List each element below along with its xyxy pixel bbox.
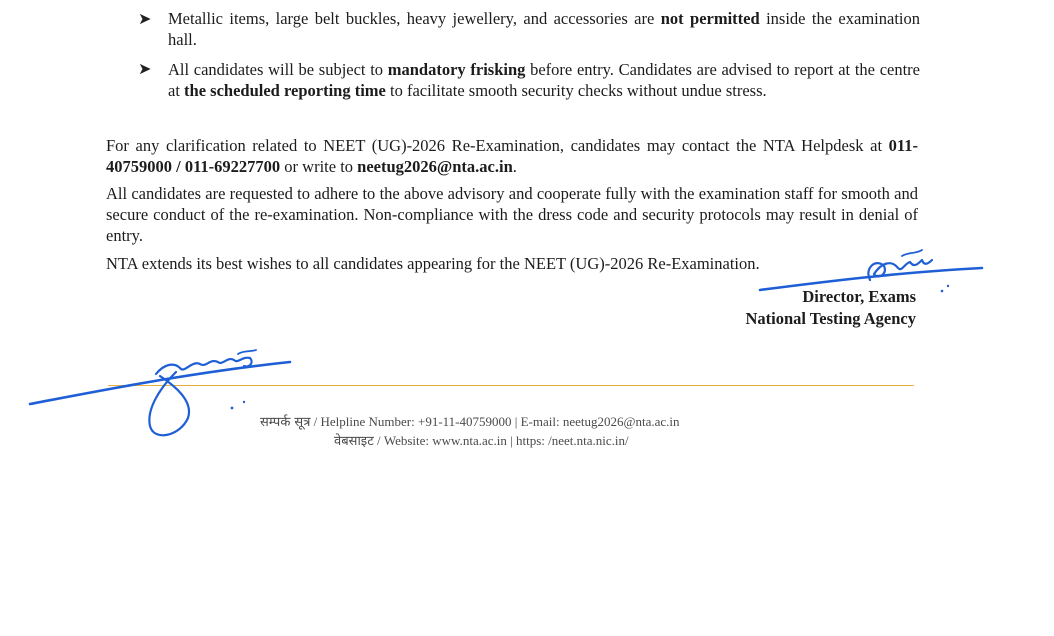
contact-text: or write to <box>280 157 358 176</box>
contact-text: . <box>512 157 517 176</box>
bullet-text: before entry. Candidates are advised to report at the centre at <box>168 60 920 100</box>
signatory-title: Director, Exams <box>802 287 916 306</box>
helpdesk-email: neetug2026@nta.ac.in <box>357 157 513 176</box>
signatory-block <box>745 286 916 330</box>
contact-paragraph <box>106 135 918 177</box>
footer-helpline-hindi: सम्पर्क सूत्र <box>260 415 311 430</box>
bullet-text: Metallic items, large belt buckles, heavy jewellery, and accessories are <box>168 9 661 28</box>
footer-website <box>334 431 894 452</box>
footer-helpline <box>260 412 820 433</box>
bullet-arrow-icon: ➤ <box>138 59 152 78</box>
bullet-metallic-items <box>168 8 920 50</box>
bullet-emphasis: the scheduled reporting time <box>184 81 386 100</box>
helpdesk-phone-numbers: 011-40759000 / 011-69227700 <box>106 136 918 176</box>
bullet-text: to facilitate smooth security checks without undue stress. <box>385 81 767 100</box>
advisory-paragraph: All candidates are requested to adhere to the above advisory and cooperate fully with the examination staff for smooth and secure conduct of the re-examination. Non-compliance with the dress code and security protocols may result in denial of entry. <box>106 184 918 245</box>
footer-website-english: / Website: www.nta.ac.in | https: /neet.nta.nic.in/ <box>373 433 629 448</box>
bullet-text: All candidates will be subject to <box>168 60 388 79</box>
footer-website-hindi: वेबसाइट <box>334 434 374 449</box>
bullet-arrow-icon: ➤ <box>138 9 152 28</box>
signatory-organization: National Testing Agency <box>745 309 916 328</box>
bullet-text: inside the examination hall. <box>168 9 920 49</box>
footer-helpline-english: / Helpline Number: +91-11-40759000 | E-mail: neetug2026@nta.ac.in <box>310 414 680 429</box>
bullet-frisking <box>168 59 920 101</box>
bullet-emphasis: not permitted <box>660 9 760 28</box>
wishes-paragraph: NTA extends its best wishes to all candidates appearing for the NEET (UG)-2026 Re-Examination. <box>106 254 760 273</box>
contact-text: For any clarification related to NEET (UG)-2026 Re-Examination, candidates may contact the NTA Helpdesk at <box>106 136 889 155</box>
bullet-emphasis: mandatory frisking <box>387 60 526 79</box>
